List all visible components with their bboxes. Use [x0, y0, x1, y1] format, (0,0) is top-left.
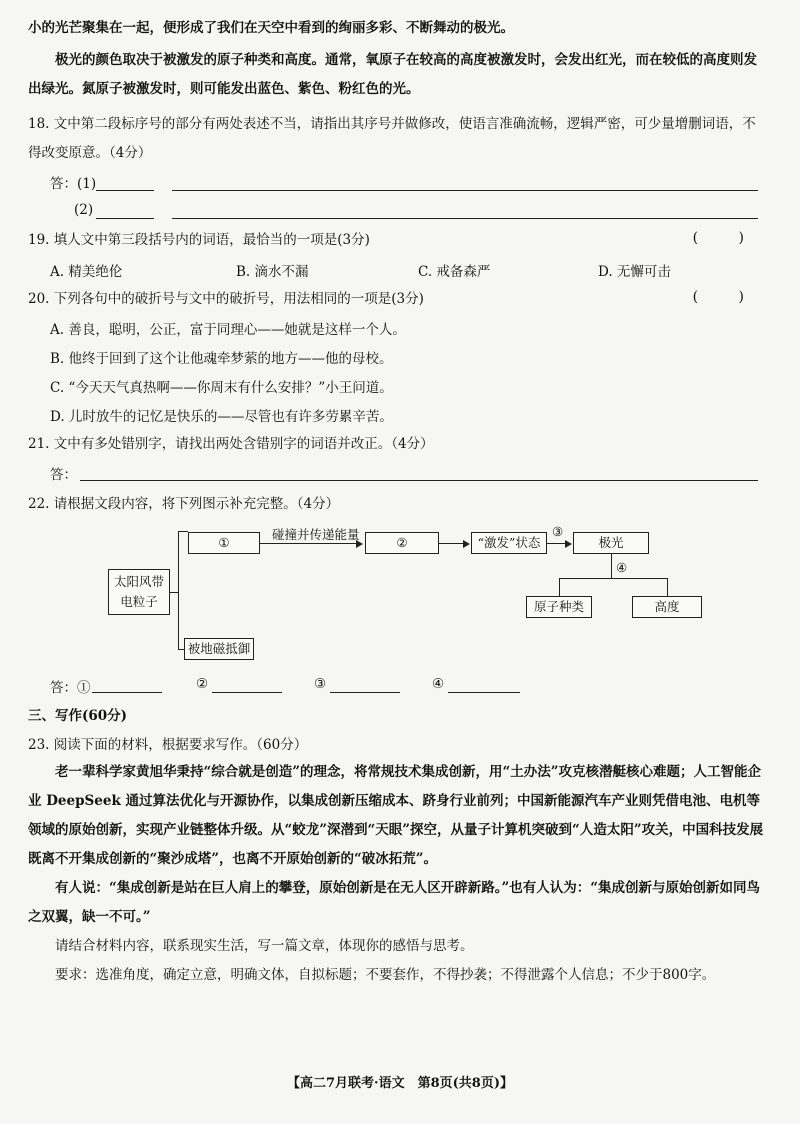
q19-option-d[interactable]: D. 无懈可击 — [598, 264, 671, 280]
diagram-split-left — [559, 578, 560, 596]
q20-text: 20. 下列各句中的破折号与文中的破折号，用法相同的一项是(3分) — [28, 291, 424, 307]
q20-option-b[interactable]: B. 他终于回到了这个让他魂牵梦萦的地方——他的母校。 — [50, 351, 393, 367]
q18-text: 18. 文中第二段标序号的部分有两处表述不当，请指出其序号并做修改，使语言准确流畅，逻辑严密，可少量增删词语，不得改变原意。（4分） — [28, 116, 756, 161]
q22-answer-label-3: ③ — [314, 676, 327, 692]
diagram-aurora-box: 极光 — [573, 532, 649, 554]
diagram-arrow-1-line — [260, 543, 356, 544]
q20-option-c[interactable]: C. “今天天气真热啊——你周末有什么安排？”小王问道。 — [50, 380, 393, 396]
diagram-defense-box: 被地磁抵御 — [184, 638, 254, 660]
diagram-split-line — [559, 578, 667, 579]
q21-text: 21. 文中有多处错别字，请找出两处含错别字的词语并改正。（4分） — [28, 436, 434, 452]
diagram-excited-box: “激发”状态 — [471, 532, 547, 554]
diagram-atom-box: 原子种类 — [526, 596, 592, 618]
q23-instruction: 请结合材料内容，联系现实生活，写一篇文章，体现你的感悟与思考。 — [55, 938, 474, 954]
q20-option-a[interactable]: A. 善良，聪明，公正，富于同理心——她就是这样一个人。 — [50, 322, 406, 338]
q18-blank-1a[interactable] — [96, 190, 154, 191]
diagram-source-line-1: 太阳风带 — [113, 574, 164, 589]
diagram-bracket-stub — [170, 592, 178, 593]
diagram-source-line-2: 电粒子 — [120, 594, 158, 609]
q19-option-a[interactable]: A. 精美绝伦 — [50, 264, 123, 280]
diagram-blank-box-2[interactable]: ② — [365, 532, 439, 554]
diagram-aurora-stem — [611, 554, 612, 578]
diagram-label-3: ③ — [552, 524, 564, 539]
diagram-bracket-top — [178, 531, 188, 532]
passage-para-2: 极光的颜色取决于被激发的原子种类和高度。通常，氧原子在较高的高度被激发时，会发出红光，而在较低的高度则发出绿光。氮原子被激发时，则可能发出蓝色、紫色、粉红色的光。 — [28, 52, 757, 97]
section3-title: 三、写作(60分) — [28, 708, 128, 724]
q22-text: 22. 请根据文段内容，将下列图示补充完整。（4分） — [28, 496, 340, 512]
q22-answer-label-1: 答：① — [50, 680, 91, 696]
diagram-split-right — [667, 578, 668, 596]
diagram-height-box: 高度 — [632, 596, 702, 618]
q22-answer-label-4: ④ — [432, 676, 445, 692]
q23-text: 23. 阅读下面的材料，根据要求写作。（60分） — [28, 737, 308, 753]
q22-blank-4[interactable] — [448, 692, 520, 693]
diagram-source-box — [108, 569, 170, 615]
q21-answer-label: 答： — [50, 467, 77, 483]
q20-answer-paren[interactable]: ( ) — [692, 289, 762, 305]
q21-blank[interactable] — [80, 480, 758, 481]
diagram-bracket-vertical — [178, 531, 179, 649]
q19-text: 19. 填人文中第三段括号内的词语，最恰当的一项是(3分) — [28, 232, 370, 248]
q19-option-b[interactable]: B. 滴水不漏 — [236, 264, 309, 280]
q20-option-d[interactable]: D. 儿时放牛的记忆是快乐的——尽管也有许多劳累辛苦。 — [50, 409, 393, 425]
passage-line-1: 小的光芒聚集在一起，便形成了我们在天空中看到的绚丽多彩、不断舞动的极光。 — [28, 20, 514, 36]
q22-answer-label-2: ② — [196, 676, 209, 692]
q18-answer-label: 答：(1) — [50, 176, 97, 192]
diagram-arrow-3-head — [565, 540, 572, 548]
q19-option-c[interactable]: C. 戒备森严 — [418, 264, 491, 280]
q18-second-label: (2) — [74, 202, 94, 218]
page-footer: 【高二7月联考·语文 第8页(共8页)】 — [287, 1076, 513, 1091]
q23-material-2: 有人说：“集成创新是站在巨人肩上的攀登，原始创新是在无人区开辟新路。”也有人认为：“集成创新与原始创新如同鸟之双翼，缺一不可。” — [28, 880, 761, 925]
diagram-label-collide: 碰撞并传递能量 — [272, 527, 360, 542]
q22-blank-1[interactable] — [92, 692, 162, 693]
q23-material-1: 老一辈科学家黄旭华秉持“综合就是创造”的理念，将常规技术集成创新，用“土办法”攻克核潜艇核心难题；人工智能企业 DeepSeek 通过算法优化与开源协作，以集成创新压缩成本、跻身行业前列；中国新能源汽车产业则凭借电池、电机等领域的原始创新，实现产业链整体升级。从“蛟龙”深潜到“天眼”探空，从量子计算机突破到“人造太阳”攻关，中国科技发展既离不开集成创新的“聚沙成塔”，也离不开原始创新的“破冰拓荒”。 — [28, 764, 764, 867]
q22-blank-2[interactable] — [212, 692, 282, 693]
diagram-label-4: ④ — [616, 560, 628, 575]
q18-blank-2a[interactable] — [96, 218, 154, 219]
diagram-arrow-1-head — [356, 540, 363, 548]
q18-blank-1b[interactable] — [172, 190, 758, 191]
q22-blank-3[interactable] — [330, 692, 400, 693]
q23-requirement: 要求：选准角度，确定立意，明确文体，自拟标题；不要套作，不得抄袭；不得泄露个人信息；不少于800字。 — [55, 967, 716, 983]
diagram-arrow-3-line — [547, 543, 565, 544]
q18-blank-2b[interactable] — [172, 218, 758, 219]
diagram-arrow-2-line — [439, 543, 463, 544]
q19-answer-paren[interactable]: ( ) — [692, 230, 762, 246]
diagram-arrow-2-head — [463, 540, 470, 548]
diagram-blank-box-1[interactable]: ① — [188, 532, 260, 554]
